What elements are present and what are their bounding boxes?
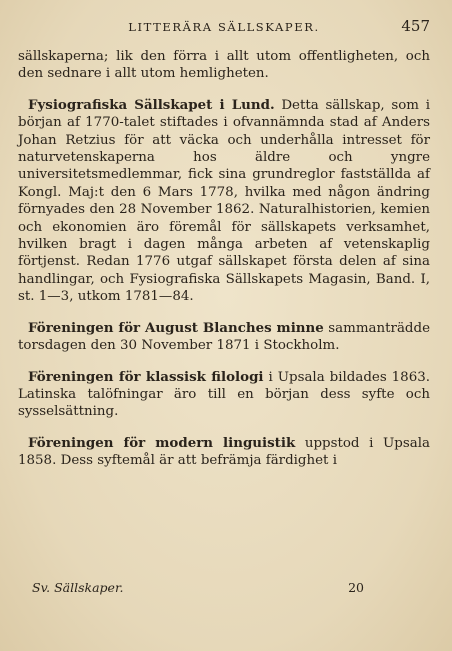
paragraph-text: Detta sällskap, som i början af 1770-talet stiftades i ofvannämnda stad af Anders Johan Retzius för att väcka och underhålla intresset för naturvetenskaperna hos äldre och yngre universitetsmedlemmar, fick sina grundreglor fastställda af Kongl. Maj:t den 6 Mars 1778, hvilka med någon ändring förnyades den 28 November 1862. Naturalhistorien, kemien och ekonomien äro föremål för sällskapets verksamhet, hvilken bragt i dagen många arbeten af vetenskaplig förtjenst. Redan 1776 utgaf sällskapet första delen af sina handlingar, och Fysiografiska Sällskapets Magasin, Band. I, st. 1—3, utkom 1781—84. — [18, 97, 430, 305]
running-title: LITTERÄRA SÄLLSKAPER. — [128, 20, 320, 34]
paragraph-text: sammanträdde torsdagen den 30 November 1871 i Stockholm. — [18, 320, 430, 354]
entry-heading: Fysiografiska Sällskapet i Lund. — [28, 96, 275, 113]
running-header — [18, 17, 430, 42]
page-footer — [32, 580, 364, 600]
sheet-number: 20 — [348, 580, 364, 595]
paragraph-text: sällskaperna; lik den förra i allt utom offentligheten, och den sednare i allt utom hemligheten. — [18, 49, 430, 82]
paragraph-klassisk-filologi — [18, 369, 430, 421]
paragraph-text: i Upsala bildades 1863. Latinska talöfningar äro till en början dess syfte och sysselsättning. — [18, 369, 430, 420]
entry-heading: Föreningen för August Blanches minne — [28, 319, 324, 336]
signature-mark: Sv. Sällskaper. — [32, 580, 124, 595]
page-number: 457 — [401, 17, 430, 35]
page-body — [18, 48, 430, 470]
entry-heading: Föreningen för klassisk filologi — [28, 368, 264, 385]
paragraph-modern-linguistik — [18, 435, 430, 470]
paragraph-continuation — [18, 48, 430, 83]
paragraph-august-blanche — [18, 320, 430, 355]
paragraph-text: uppstod i Upsala 1858. Dess syftemål är att befrämja färdighet i — [18, 435, 430, 469]
paragraph-fysiografiska — [18, 97, 430, 306]
entry-heading: Föreningen för modern linguistik — [28, 434, 296, 451]
